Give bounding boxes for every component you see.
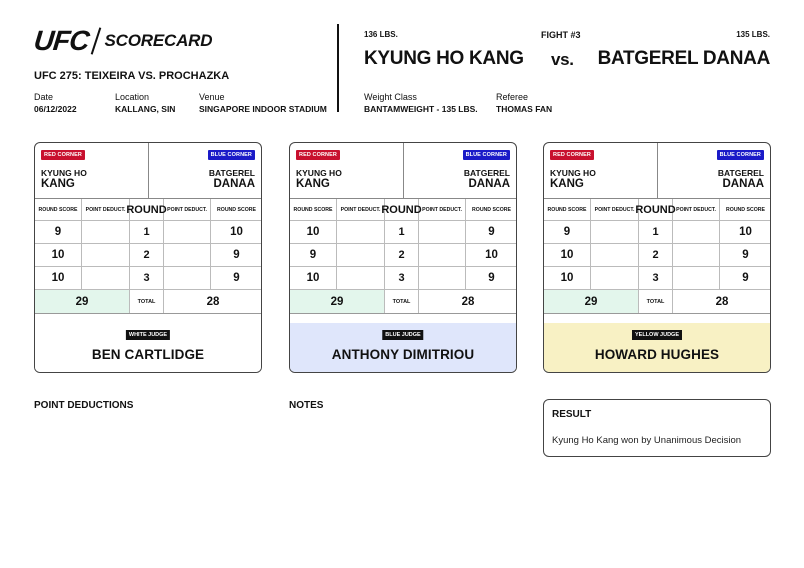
round-header: ROUND xyxy=(639,199,673,220)
red-round-score-header: ROUND SCORE xyxy=(544,199,591,220)
red-point-deduct xyxy=(82,244,130,266)
blue-name-line2: DANAA xyxy=(722,178,764,190)
judge-name: ANTHONY DIMITRIOU xyxy=(331,347,475,362)
red-round-score: 10 xyxy=(544,267,591,289)
red-round-score: 10 xyxy=(290,267,337,289)
red-total: 29 xyxy=(290,290,385,313)
blue-point-deduct xyxy=(673,267,720,289)
score-grid xyxy=(544,199,770,314)
blue-round-score: 9 xyxy=(742,272,749,284)
round-header: ROUND xyxy=(130,199,164,220)
judge-name: HOWARD HUGHES xyxy=(594,347,720,362)
red-point-deduct xyxy=(337,221,385,243)
round-row xyxy=(290,221,516,244)
red-name-line2: KANG xyxy=(41,178,75,190)
blue-point-deduct xyxy=(419,267,466,289)
corner-header xyxy=(544,143,770,199)
location-value: KALLANG, SIN xyxy=(115,104,176,114)
red-point-deduct xyxy=(82,267,130,289)
red-name-line2: KANG xyxy=(550,178,584,190)
logo-subtitle: SCORECARD xyxy=(104,31,213,50)
blue-point-deduct xyxy=(419,221,466,243)
red-corner-tag: RED CORNER xyxy=(550,150,594,160)
red-fighter-name: KYUNG HO KANG xyxy=(364,48,524,69)
corner-header xyxy=(35,143,261,199)
blue-round-score-header: ROUND SCORE xyxy=(726,206,765,213)
total-label: TOTAL xyxy=(385,290,419,313)
blue-round-score: 9 xyxy=(742,249,749,261)
blue-corner-name xyxy=(718,168,764,191)
date-label: Date xyxy=(34,92,54,102)
red-round-score: 10 xyxy=(35,244,82,266)
blue-round-score-header: ROUND SCORE xyxy=(472,206,511,213)
blue-fighter-name: BATGEREL DANAA xyxy=(597,48,770,69)
red-round-score: 10 xyxy=(35,267,82,289)
red-round-score: 10 xyxy=(544,244,591,266)
round-number: 1 xyxy=(385,221,419,243)
total-row xyxy=(35,290,261,314)
corner-divider xyxy=(403,143,404,199)
round-number: 2 xyxy=(639,244,673,266)
red-point-deduct-header: POINT DEDUCT. xyxy=(337,199,385,220)
red-point-deduct xyxy=(591,244,639,266)
judge-section xyxy=(544,323,770,373)
result-box xyxy=(543,399,771,457)
blue-round-score-header: ROUND SCORE xyxy=(217,206,256,213)
total-row xyxy=(544,290,770,314)
red-point-deduct xyxy=(337,244,385,266)
point-deductions-title: POINT DEDUCTIONS xyxy=(34,400,134,411)
blue-point-deduct-header: POINT DEDUCT. xyxy=(673,199,720,220)
ufc-scorecard-logo xyxy=(34,26,212,56)
weight-class-value: BANTAMWEIGHT - 135 LBS. xyxy=(364,104,478,114)
red-total: 29 xyxy=(544,290,639,313)
blue-round-score: 10 xyxy=(739,226,752,238)
round-number: 3 xyxy=(130,267,164,289)
judge-section xyxy=(290,323,516,373)
ufc-logo-text: UFC xyxy=(32,25,91,56)
corner-header xyxy=(290,143,516,199)
red-point-deduct xyxy=(337,267,385,289)
red-round-score-header: ROUND SCORE xyxy=(290,199,337,220)
red-corner-name xyxy=(41,168,87,191)
round-row xyxy=(35,221,261,244)
blue-total: 28 xyxy=(715,295,729,308)
round-row xyxy=(290,244,516,267)
versus-text: vs. xyxy=(551,50,574,69)
result-text: Kyung Ho Kang won by Unanimous Decision xyxy=(552,435,742,446)
blue-corner-tag: BLUE CORNER xyxy=(717,150,764,160)
corner-divider xyxy=(657,143,658,199)
judge-color-tag: BLUE JUDGE xyxy=(382,330,423,340)
blue-point-deduct xyxy=(419,244,466,266)
blue-name-line2: DANAA xyxy=(468,178,510,190)
red-name-line2: KANG xyxy=(296,178,330,190)
red-point-deduct xyxy=(591,221,639,243)
blue-corner-tag: BLUE CORNER xyxy=(463,150,510,160)
referee-value: THOMAS FAN xyxy=(496,104,553,114)
result-title: RESULT xyxy=(552,409,592,420)
red-round-score: 9 xyxy=(35,221,82,243)
round-row xyxy=(544,267,770,290)
red-corner-name xyxy=(296,168,342,191)
red-total: 29 xyxy=(35,290,130,313)
total-label: TOTAL xyxy=(130,290,164,313)
red-name-line1: KYUNG HO xyxy=(41,168,87,178)
blue-round-score: 10 xyxy=(230,226,243,238)
red-name-line1: KYUNG HO xyxy=(296,168,342,178)
round-number: 1 xyxy=(639,221,673,243)
red-point-deduct-header: POINT DEDUCT. xyxy=(591,199,639,220)
judge-section xyxy=(35,323,261,373)
red-point-deduct xyxy=(82,221,130,243)
notes-title: NOTES xyxy=(289,400,324,411)
blue-round-score: 9 xyxy=(233,249,240,261)
venue-label: Venue xyxy=(199,92,225,102)
blue-point-deduct xyxy=(164,267,211,289)
blue-point-deduct xyxy=(673,221,720,243)
logo-slash xyxy=(90,27,101,54)
round-row xyxy=(35,244,261,267)
blue-total: 28 xyxy=(206,295,220,308)
blue-corner-name xyxy=(464,168,510,191)
red-point-deduct-header: POINT DEDUCT. xyxy=(82,199,130,220)
blue-name-line1: BATGEREL xyxy=(208,168,255,178)
red-weight: 136 LBS. xyxy=(364,30,398,39)
scorecard-card xyxy=(543,142,771,373)
score-grid xyxy=(290,199,516,314)
red-corner-name xyxy=(550,168,596,191)
red-corner-tag: RED CORNER xyxy=(296,150,340,160)
event-name: UFC 275: TEIXEIRA VS. PROCHAZKA xyxy=(34,70,230,82)
red-name-line1: KYUNG HO xyxy=(550,168,596,178)
blue-point-deduct-header: POINT DEDUCT. xyxy=(419,199,466,220)
score-header-row xyxy=(35,199,261,221)
round-number: 3 xyxy=(385,267,419,289)
blue-point-deduct xyxy=(164,221,211,243)
scorecard-card xyxy=(289,142,517,373)
red-round-score: 9 xyxy=(290,244,337,266)
round-row xyxy=(290,267,516,290)
fight-number: FIGHT #3 xyxy=(541,30,581,40)
weight-class-label: Weight Class xyxy=(364,92,417,102)
blue-round-score: 9 xyxy=(488,272,495,284)
total-label: TOTAL xyxy=(639,290,673,313)
round-header: ROUND xyxy=(385,199,419,220)
blue-round-score: 9 xyxy=(233,272,240,284)
blue-corner-name xyxy=(209,168,255,191)
blue-round-score: 10 xyxy=(485,249,498,261)
score-header-row xyxy=(544,199,770,221)
red-corner-tag: RED CORNER xyxy=(41,150,85,160)
judge-color-tag: YELLOW JUDGE xyxy=(632,330,682,340)
blue-name-line1: BATGEREL xyxy=(463,168,510,178)
round-number: 3 xyxy=(639,267,673,289)
red-round-score: 10 xyxy=(290,221,337,243)
referee-label: Referee xyxy=(496,92,529,102)
header-divider xyxy=(337,24,339,112)
blue-total: 28 xyxy=(461,295,475,308)
red-point-deduct xyxy=(591,267,639,289)
red-round-score-header: ROUND SCORE xyxy=(35,199,82,220)
score-header-row xyxy=(290,199,516,221)
round-number: 2 xyxy=(130,244,164,266)
total-row xyxy=(290,290,516,314)
blue-name-line2: DANAA xyxy=(213,178,255,190)
blue-round-score: 9 xyxy=(488,226,495,238)
blue-name-line1: BATGEREL xyxy=(717,168,764,178)
blue-point-deduct-header: POINT DEDUCT. xyxy=(164,199,211,220)
date-value: 06/12/2022 xyxy=(34,104,77,114)
blue-weight: 135 LBS. xyxy=(736,30,770,39)
scorecard-card xyxy=(34,142,262,373)
round-row xyxy=(544,244,770,267)
judge-name: BEN CARTLIDGE xyxy=(91,347,205,362)
blue-point-deduct xyxy=(164,244,211,266)
score-grid xyxy=(35,199,261,314)
red-round-score: 9 xyxy=(544,221,591,243)
blue-corner-tag: BLUE CORNER xyxy=(208,150,255,160)
round-number: 2 xyxy=(385,244,419,266)
location-label: Location xyxy=(115,92,150,102)
round-number: 1 xyxy=(130,221,164,243)
judge-color-tag: WHITE JUDGE xyxy=(126,330,170,340)
round-row xyxy=(544,221,770,244)
blue-point-deduct xyxy=(673,244,720,266)
corner-divider xyxy=(148,143,149,199)
round-row xyxy=(35,267,261,290)
venue-value: SINGAPORE INDOOR STADIUM xyxy=(199,104,327,114)
